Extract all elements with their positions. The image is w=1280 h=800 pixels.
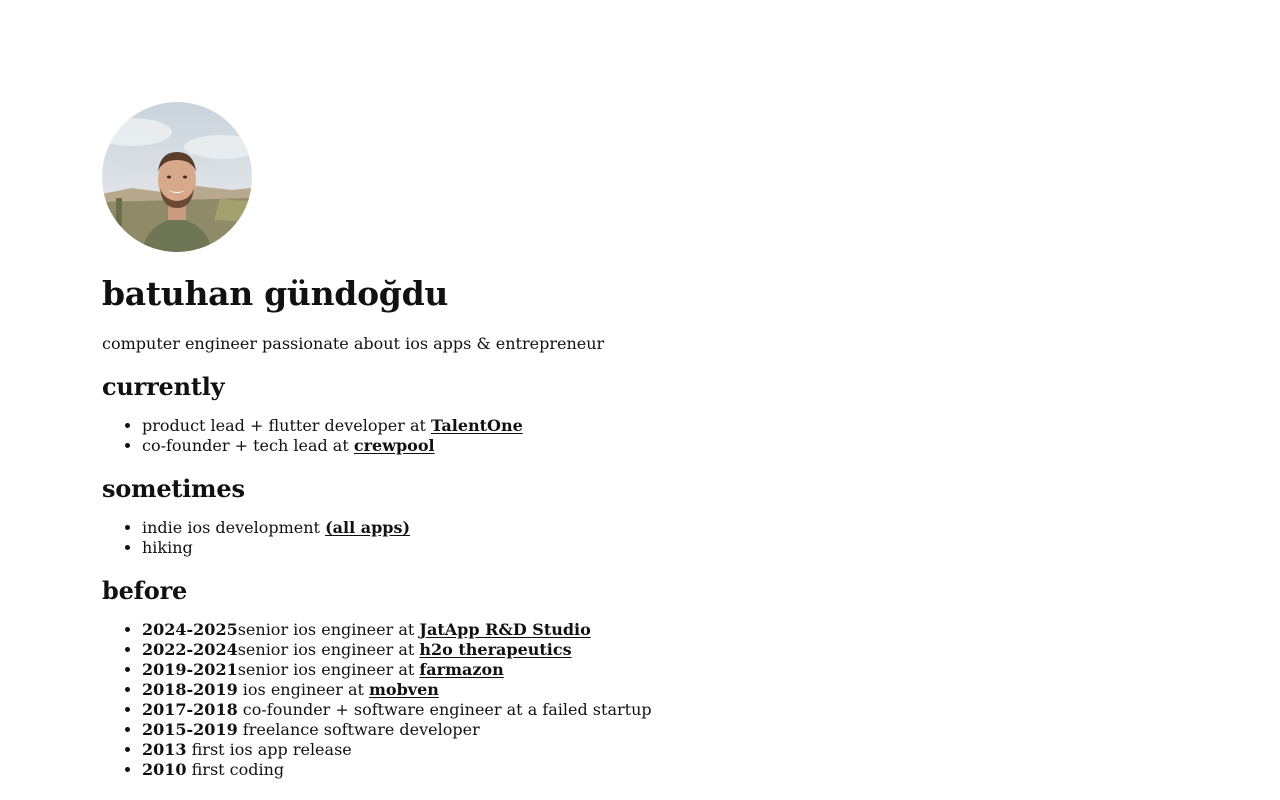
list-item xyxy=(142,740,1102,760)
h2o-therapeutics-link[interactable]: h2o therapeutics xyxy=(419,640,572,659)
list-item-years: 2018-2019 xyxy=(142,680,238,699)
list-item-text: senior ios engineer at xyxy=(237,660,420,679)
tagline: computer engineer passionate about ios apps & entrepreneur xyxy=(102,334,605,353)
profile-page xyxy=(102,102,1102,780)
list-item xyxy=(142,518,1102,538)
list-item-years: 2013 xyxy=(142,740,187,759)
list-item-years: 2019-2021 xyxy=(142,660,238,679)
section-heading-sometimes: sometimes xyxy=(102,474,245,503)
section-heading-currently: currently xyxy=(102,372,225,401)
avatar xyxy=(102,102,252,252)
list-item xyxy=(142,680,1102,700)
list-item-text: senior ios engineer at xyxy=(237,640,420,659)
list-item-text: first ios app release xyxy=(186,740,352,759)
sometimes-list xyxy=(102,518,1102,558)
list-item xyxy=(142,760,1102,780)
list-item xyxy=(142,720,1102,740)
list-item xyxy=(142,640,1102,660)
mobven-link[interactable]: mobven xyxy=(369,680,439,699)
list-item-text: first coding xyxy=(186,760,285,779)
page-title: batuhan gündoğdu xyxy=(102,274,449,313)
list-item-years: 2024-2025 xyxy=(142,620,238,639)
list-item-years: 2017-2018 xyxy=(142,700,238,719)
list-item-years: 2022-2024 xyxy=(142,640,238,659)
jatapp-link[interactable]: JatApp R&D Studio xyxy=(419,620,591,639)
section-heading-before: before xyxy=(102,576,188,605)
crewpool-link[interactable]: crewpool xyxy=(353,436,435,455)
list-item-text: co-founder + tech lead at xyxy=(142,436,354,455)
list-item xyxy=(142,660,1102,680)
list-item xyxy=(142,416,1102,436)
list-item-text: hiking xyxy=(142,538,193,557)
list-item-years: 2010 xyxy=(142,760,187,779)
list-item xyxy=(142,538,1102,558)
list-item-text: co-founder + software engineer at a failed startup xyxy=(237,700,652,719)
list-item xyxy=(142,700,1102,720)
before-list xyxy=(102,620,1102,780)
talentone-link[interactable]: TalentOne xyxy=(431,416,523,435)
farmazon-link[interactable]: farmazon xyxy=(419,660,504,679)
list-item-years: 2015-2019 xyxy=(142,720,238,739)
list-item-text: product lead + flutter developer at xyxy=(142,416,431,435)
list-item-text: freelance software developer xyxy=(237,720,480,739)
list-item-text: indie ios development xyxy=(142,518,326,537)
currently-list xyxy=(102,416,1102,456)
list-item xyxy=(142,436,1102,456)
list-item-text: senior ios engineer at xyxy=(237,620,420,639)
list-item xyxy=(142,620,1102,640)
avatar-photo xyxy=(102,102,252,252)
list-item-text: ios engineer at xyxy=(237,680,369,699)
all-apps-link[interactable]: (all apps) xyxy=(325,518,411,537)
